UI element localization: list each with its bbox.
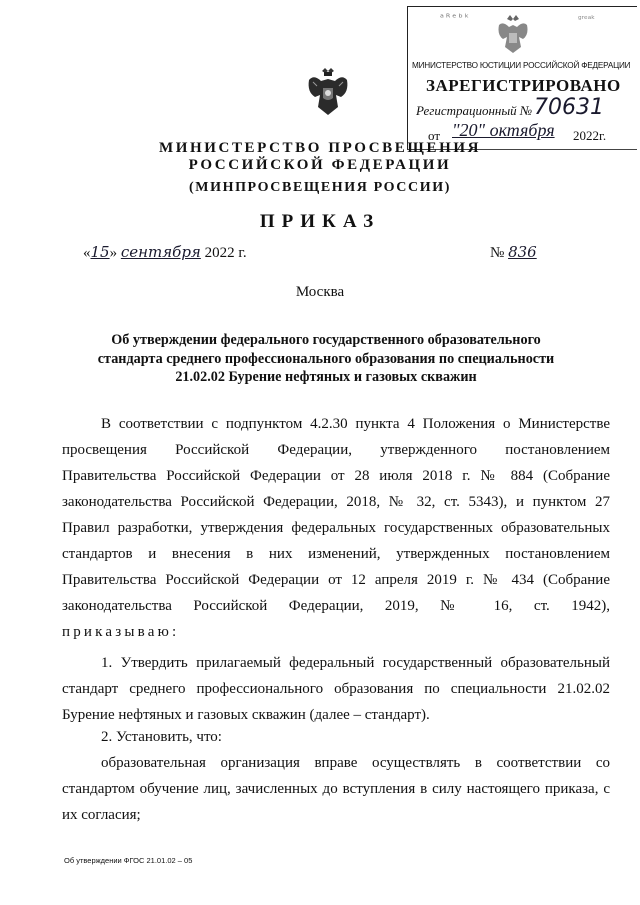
ministry-name-line2: РОССИЙСКОЙ ФЕДЕРАЦИИ [188, 157, 452, 173]
stamp-scribble: ᵃᴿᵉᵇᵏ [440, 13, 472, 24]
stamp-registered-label: ЗАРЕГИСТРИРОВАНО [426, 76, 621, 95]
order-title: Об утверждении федерального государственного образовательного стандарта среднего профессионального образования по специальности 21.02.02 Бурение нефтяных и газовых скважин [97, 332, 555, 385]
ministry-name-line1: МИНИСТЕРСТВО ПРОСВЕЩЕНИЯ [158, 140, 482, 156]
preamble-line: стандартов и внесения в них изменений, утвержденных постановлением [62, 546, 610, 562]
stamp-date-value: "20" октября [452, 120, 555, 140]
document-type: ПРИКАЗ [259, 211, 381, 232]
city: Москва [295, 284, 345, 300]
order-number [490, 243, 537, 262]
order-number-label: № [490, 245, 505, 261]
preamble-line: просвещения Российской Федерации, утвержденного постановлением [62, 442, 610, 458]
date-month: сентября [120, 243, 201, 261]
stamp-reg-number-value: 70631 [534, 95, 604, 120]
stamp-date-label: от [428, 128, 441, 143]
date-day: 15 [90, 243, 110, 261]
registration-stamp [407, 6, 637, 150]
stamp-ministry-name: МИНИСТЕРСТВО ЮСТИЦИИ РОССИЙСКОЙ ФЕДЕРАЦИИ [412, 61, 631, 70]
preamble-line: законодательства Российской Федерации, 2019, № 16, ст. 1942), [62, 598, 610, 614]
paragraph-preamble [62, 411, 610, 645]
stamp-scribble-right: ᵍʳᵉᵃᵏ [578, 15, 596, 25]
prikazyvayu: приказываю: [62, 624, 180, 640]
order-date [83, 243, 247, 262]
date-year: 2022 г. [204, 245, 247, 261]
preamble-line: В соответствии с подпунктом 4.2.30 пункта 4 Положения о Министерстве [101, 416, 610, 432]
ministry-short-name: (МИНПРОСВЕЩЕНИЯ РОССИИ) [189, 180, 451, 195]
date-close-quote: » [109, 245, 118, 261]
preamble-line: Правительства Российской Федерации от 12 апреля 2019 г. № 434 (Собрание [62, 572, 610, 588]
preamble-line: Правительства Российской Федерации от 28 июля 2018 г. № 884 (Собрание [62, 468, 610, 484]
preamble-line: Правил разработки, утверждения федеральных государственных образовательных [62, 520, 610, 536]
paragraph-item-1: 1. Утвердить прилагаемый федеральный государственный образовательный стандарт среднего профессионального образования по специальности 21.02.02 Бурение нефтяных и газовых скважин (далее – стандарт). [62, 655, 610, 723]
paragraph-item-2-1: образовательная организация вправе осуществлять в соответствии со стандартом обучение лиц, зачисленных до вступления в силу настоящего приказа, с их согласия; [62, 755, 610, 823]
footer-note: Об утверждении ФГОС 21.01.02 – 05 [64, 856, 193, 865]
stamp-reg-number-label: Регистрационный № [416, 103, 533, 118]
stamp-eagle-icon [493, 13, 533, 57]
date-open-quote: « [83, 245, 91, 261]
preamble-line: законодательства Российской Федерации, 2018, № 32, ст. 5343), и пунктом 27 [62, 494, 610, 510]
stamp-date-year: 2022г. [573, 128, 607, 143]
paragraph-item-2: 2. Установить, что: [101, 729, 222, 745]
order-number-value: 836 [508, 243, 537, 261]
coat-of-arms-icon [305, 68, 351, 118]
